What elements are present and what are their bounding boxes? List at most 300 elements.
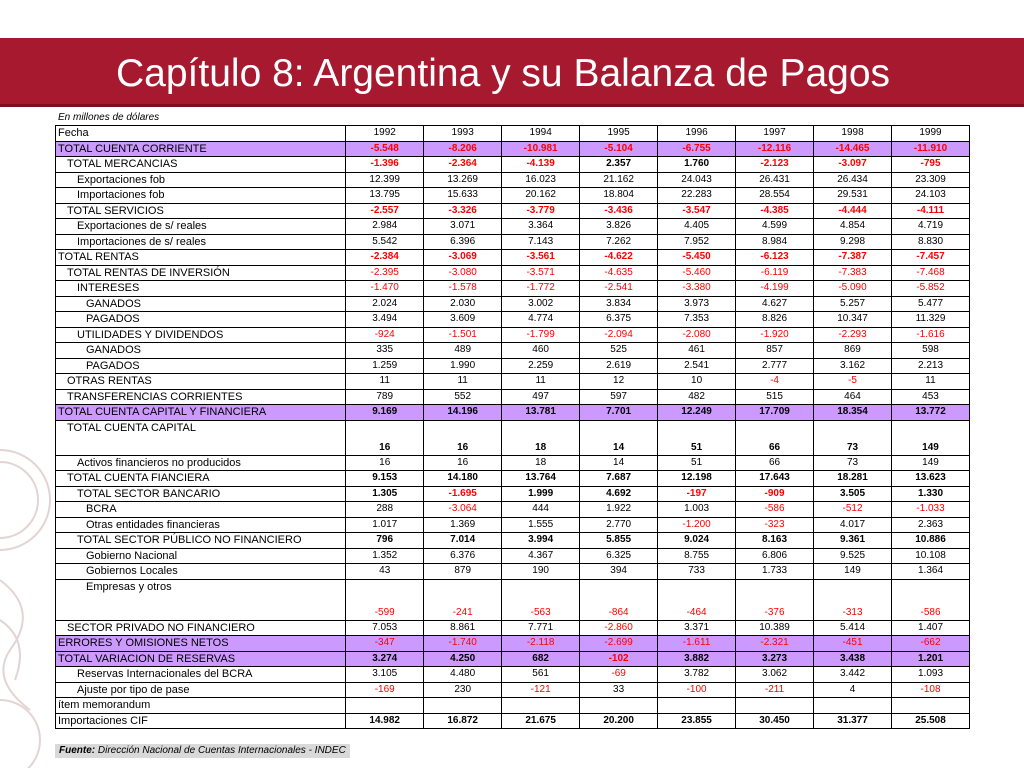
value-cell: 7.053 — [346, 620, 424, 636]
value-cell: -10.981 — [502, 141, 580, 157]
year-header: 1995 — [580, 126, 658, 142]
value-cell: 444 — [502, 502, 580, 518]
value-cell: -1.200 — [658, 517, 736, 533]
value-cell: 552 — [424, 389, 502, 405]
value-cell — [346, 698, 424, 714]
value-cell: 879 — [424, 564, 502, 580]
value-cell: -3.380 — [658, 281, 736, 297]
value-cell: 561 — [502, 667, 580, 683]
table-row — [56, 327, 970, 343]
value-cell: -586 — [892, 579, 970, 620]
value-cell: -211 — [736, 682, 814, 698]
value-cell: 682 — [502, 651, 580, 667]
row-label: Exportaciones de s/ reales — [56, 219, 346, 235]
table-row — [56, 455, 970, 471]
value-cell: 1.990 — [424, 358, 502, 374]
value-cell: 2.357 — [580, 157, 658, 173]
value-cell: 733 — [658, 564, 736, 580]
value-cell: 4.627 — [736, 296, 814, 312]
row-label: Ajuste por tipo de pase — [56, 682, 346, 698]
value-cell: 18 — [502, 420, 580, 455]
value-cell: 4.250 — [424, 651, 502, 667]
value-cell: 10.108 — [892, 548, 970, 564]
value-cell: 9.169 — [346, 405, 424, 421]
row-label: UTILIDADES Y DIVIDENDOS — [56, 327, 346, 343]
value-cell: 4.599 — [736, 219, 814, 235]
value-cell: -2.080 — [658, 327, 736, 343]
value-cell: 5.477 — [892, 296, 970, 312]
value-cell: 9.525 — [814, 548, 892, 564]
value-cell: 5.257 — [814, 296, 892, 312]
value-cell: -1.772 — [502, 281, 580, 297]
value-cell: 453 — [892, 389, 970, 405]
value-cell: 25.508 — [892, 713, 970, 729]
value-cell: 13.269 — [424, 172, 502, 188]
value-cell: 6.375 — [580, 312, 658, 328]
value-cell: 11 — [424, 374, 502, 390]
value-cell: 3.609 — [424, 312, 502, 328]
value-cell: 3.494 — [346, 312, 424, 328]
year-header: 1999 — [892, 126, 970, 142]
row-label: SECTOR PRIVADO NO FINANCIERO — [56, 620, 346, 636]
value-cell: 18 — [502, 455, 580, 471]
row-label: Empresas y otros — [56, 579, 346, 620]
value-cell: -1.611 — [658, 636, 736, 652]
value-cell: 7.771 — [502, 620, 580, 636]
value-cell: 28.554 — [736, 188, 814, 204]
value-cell: 11 — [502, 374, 580, 390]
value-cell: 10.347 — [814, 312, 892, 328]
table-row — [56, 667, 970, 683]
value-cell: 1.369 — [424, 517, 502, 533]
value-cell: 598 — [892, 343, 970, 359]
row-label: TOTAL CUENTA CORRIENTE — [56, 141, 346, 157]
value-cell: 5.414 — [814, 620, 892, 636]
value-cell: 16.023 — [502, 172, 580, 188]
units-note: En millones de dólares — [58, 112, 160, 123]
value-cell: -323 — [736, 517, 814, 533]
value-cell: 8.830 — [892, 234, 970, 250]
value-cell: 9.153 — [346, 471, 424, 487]
value-cell: 2.030 — [424, 296, 502, 312]
value-cell: 149 — [892, 455, 970, 471]
value-cell: -5 — [814, 374, 892, 390]
value-cell: 869 — [814, 343, 892, 359]
value-cell: 11.329 — [892, 312, 970, 328]
row-label: OTRAS RENTAS — [56, 374, 346, 390]
value-cell: -5.852 — [892, 281, 970, 297]
table-row — [56, 517, 970, 533]
value-cell: 597 — [580, 389, 658, 405]
value-cell: 9.024 — [658, 533, 736, 549]
value-cell: -3.561 — [502, 250, 580, 266]
value-cell: 18.281 — [814, 471, 892, 487]
value-cell: 149 — [814, 564, 892, 580]
value-cell: 73 — [814, 455, 892, 471]
value-cell: 1.760 — [658, 157, 736, 173]
value-cell: 6.325 — [580, 548, 658, 564]
value-cell: 17.643 — [736, 471, 814, 487]
row-label: TOTAL CUENTA CAPITAL Y FINANCIERA — [56, 405, 346, 421]
value-cell: 1.555 — [502, 517, 580, 533]
value-cell: -3.547 — [658, 203, 736, 219]
table-row — [56, 250, 970, 266]
value-cell: -2.123 — [736, 157, 814, 173]
value-cell: 482 — [658, 389, 736, 405]
value-cell: 461 — [658, 343, 736, 359]
value-cell: -7.387 — [814, 250, 892, 266]
value-cell: -2.321 — [736, 636, 814, 652]
value-cell: 11 — [346, 374, 424, 390]
title-banner — [0, 38, 1024, 107]
value-cell: 789 — [346, 389, 424, 405]
value-cell: -6.755 — [658, 141, 736, 157]
value-cell: 18.804 — [580, 188, 658, 204]
value-cell: 9.361 — [814, 533, 892, 549]
value-cell: -11.910 — [892, 141, 970, 157]
value-cell: 66 — [736, 455, 814, 471]
value-cell: -100 — [658, 682, 736, 698]
value-cell: 29.531 — [814, 188, 892, 204]
value-cell: -347 — [346, 636, 424, 652]
value-cell: 31.377 — [814, 713, 892, 729]
value-cell: -121 — [502, 682, 580, 698]
value-cell: 9.298 — [814, 234, 892, 250]
value-cell: 12.198 — [658, 471, 736, 487]
value-cell: 3.274 — [346, 651, 424, 667]
value-cell: 4.774 — [502, 312, 580, 328]
value-cell: 51 — [658, 420, 736, 455]
value-cell: -7.468 — [892, 265, 970, 281]
year-header: 1993 — [424, 126, 502, 142]
value-cell: 1.017 — [346, 517, 424, 533]
value-cell: 51 — [658, 455, 736, 471]
table-row — [56, 713, 970, 729]
value-cell: -7.457 — [892, 250, 970, 266]
value-cell: 394 — [580, 564, 658, 580]
year-header: 1997 — [736, 126, 814, 142]
value-cell: -3.436 — [580, 203, 658, 219]
table-row — [56, 374, 970, 390]
row-label: TOTAL MERCANCIAS — [56, 157, 346, 173]
value-cell: -451 — [814, 636, 892, 652]
value-cell: 16 — [346, 420, 424, 455]
value-cell: 3.505 — [814, 486, 892, 502]
value-cell: 2.024 — [346, 296, 424, 312]
value-cell: 857 — [736, 343, 814, 359]
year-header: 1994 — [502, 126, 580, 142]
value-cell: 3.826 — [580, 219, 658, 235]
value-cell — [892, 698, 970, 714]
value-cell: 3.364 — [502, 219, 580, 235]
row-label: TRANSFERENCIAS CORRIENTES — [56, 389, 346, 405]
row-label: GANADOS — [56, 343, 346, 359]
value-cell: 13.623 — [892, 471, 970, 487]
value-cell: 7.952 — [658, 234, 736, 250]
value-cell: 2.770 — [580, 517, 658, 533]
row-label: TOTAL CUENTA FIANCIERA — [56, 471, 346, 487]
value-cell: -69 — [580, 667, 658, 683]
row-label: Gobierno Nacional — [56, 548, 346, 564]
table-row — [56, 564, 970, 580]
value-cell — [736, 698, 814, 714]
value-cell: -12.116 — [736, 141, 814, 157]
value-cell: 73 — [814, 420, 892, 455]
value-cell: 3.002 — [502, 296, 580, 312]
value-cell: 1.093 — [892, 667, 970, 683]
value-cell: 464 — [814, 389, 892, 405]
row-label: ERRORES Y OMISIONES NETOS — [56, 636, 346, 652]
value-cell: -376 — [736, 579, 814, 620]
table-row — [56, 157, 970, 173]
row-label: PAGADOS — [56, 358, 346, 374]
balance-table-container — [55, 125, 970, 729]
value-cell: 3.834 — [580, 296, 658, 312]
source-text: Dirección Nacional de Cuentas Internacionales - INDEC — [97, 745, 346, 756]
value-cell: 525 — [580, 343, 658, 359]
value-cell: 3.782 — [658, 667, 736, 683]
value-cell: 14 — [580, 420, 658, 455]
value-cell: 2.259 — [502, 358, 580, 374]
table-row — [56, 636, 970, 652]
value-cell: 12.399 — [346, 172, 424, 188]
value-cell: 3.994 — [502, 533, 580, 549]
table-row — [56, 502, 970, 518]
value-cell: 23.855 — [658, 713, 736, 729]
value-cell: 2.363 — [892, 517, 970, 533]
value-cell: 7.262 — [580, 234, 658, 250]
table-row — [56, 579, 970, 620]
source-label: Fuente: — [59, 745, 96, 756]
value-cell: 288 — [346, 502, 424, 518]
table-row — [56, 203, 970, 219]
value-cell: -5.460 — [658, 265, 736, 281]
value-cell: 12.249 — [658, 405, 736, 421]
table-row — [56, 296, 970, 312]
value-cell: -7.383 — [814, 265, 892, 281]
value-cell: -1.470 — [346, 281, 424, 297]
value-cell: 1.733 — [736, 564, 814, 580]
value-cell: -599 — [346, 579, 424, 620]
value-cell: 10.886 — [892, 533, 970, 549]
value-cell: 230 — [424, 682, 502, 698]
table-row — [56, 682, 970, 698]
table-row — [56, 533, 970, 549]
value-cell: -662 — [892, 636, 970, 652]
table-row — [56, 651, 970, 667]
top-strip — [0, 0, 1024, 38]
value-cell: -5.104 — [580, 141, 658, 157]
value-cell: 10.389 — [736, 620, 814, 636]
year-header: 1998 — [814, 126, 892, 142]
value-cell: 14.982 — [346, 713, 424, 729]
row-label: TOTAL SECTOR BANCARIO — [56, 486, 346, 502]
value-cell: -909 — [736, 486, 814, 502]
value-cell: 1.259 — [346, 358, 424, 374]
row-label: TOTAL SECTOR PÚBLICO NO FINANCIERO — [56, 533, 346, 549]
table-row — [56, 420, 970, 455]
value-cell: 8.984 — [736, 234, 814, 250]
table-row — [56, 312, 970, 328]
value-cell: -464 — [658, 579, 736, 620]
value-cell: 4.854 — [814, 219, 892, 235]
value-cell: 13.795 — [346, 188, 424, 204]
row-label: Exportaciones fob — [56, 172, 346, 188]
row-label: Importaciones de s/ reales — [56, 234, 346, 250]
table-row — [56, 172, 970, 188]
value-cell: -1.578 — [424, 281, 502, 297]
value-cell: 7.014 — [424, 533, 502, 549]
row-label: Importaciones fob — [56, 188, 346, 204]
value-cell: 15.633 — [424, 188, 502, 204]
value-cell: 3.371 — [658, 620, 736, 636]
row-label: TOTAL VARIACION DE RESERVAS — [56, 651, 346, 667]
value-cell: 24.043 — [658, 172, 736, 188]
value-cell: -586 — [736, 502, 814, 518]
value-cell: 5.855 — [580, 533, 658, 549]
value-cell: 3.105 — [346, 667, 424, 683]
value-cell: -6.119 — [736, 265, 814, 281]
value-cell: -4.139 — [502, 157, 580, 173]
table-row — [56, 281, 970, 297]
table-row — [56, 405, 970, 421]
value-cell: 23.309 — [892, 172, 970, 188]
value-cell: -2.293 — [814, 327, 892, 343]
value-cell: 17.709 — [736, 405, 814, 421]
table-row — [56, 234, 970, 250]
value-cell: -2.860 — [580, 620, 658, 636]
value-cell: -4.622 — [580, 250, 658, 266]
value-cell: -5.450 — [658, 250, 736, 266]
value-cell: 8.755 — [658, 548, 736, 564]
row-label: TOTAL CUENTA CAPITAL — [56, 420, 346, 455]
value-cell: -8.206 — [424, 141, 502, 157]
value-cell: 3.882 — [658, 651, 736, 667]
value-cell: -2.118 — [502, 636, 580, 652]
value-cell: -1.920 — [736, 327, 814, 343]
table-row — [56, 486, 970, 502]
value-cell: 796 — [346, 533, 424, 549]
value-cell: 16.872 — [424, 713, 502, 729]
value-cell: -4.199 — [736, 281, 814, 297]
value-cell: 2.541 — [658, 358, 736, 374]
source-note — [55, 744, 350, 758]
value-cell: 3.071 — [424, 219, 502, 235]
value-cell: 8.861 — [424, 620, 502, 636]
year-header: 1992 — [346, 126, 424, 142]
value-cell: -3.571 — [502, 265, 580, 281]
value-cell: -2.541 — [580, 281, 658, 297]
value-cell: 3.973 — [658, 296, 736, 312]
value-cell: 18.354 — [814, 405, 892, 421]
value-cell: -5.548 — [346, 141, 424, 157]
value-cell: 16 — [424, 420, 502, 455]
row-label: ítem memorandum — [56, 698, 346, 714]
value-cell: 7.687 — [580, 471, 658, 487]
value-cell: 8.163 — [736, 533, 814, 549]
table-row — [56, 141, 970, 157]
table-row — [56, 620, 970, 636]
value-cell — [424, 698, 502, 714]
table-row — [56, 548, 970, 564]
value-cell: -3.326 — [424, 203, 502, 219]
value-cell: 16 — [346, 455, 424, 471]
value-cell: 21.162 — [580, 172, 658, 188]
value-cell: -4.444 — [814, 203, 892, 219]
value-cell: -1.033 — [892, 502, 970, 518]
value-cell: 43 — [346, 564, 424, 580]
watermark-seal — [0, 440, 60, 768]
value-cell: 2.213 — [892, 358, 970, 374]
value-cell: -241 — [424, 579, 502, 620]
value-cell: -1.695 — [424, 486, 502, 502]
row-label: Importaciones CIF — [56, 713, 346, 729]
value-cell: -2.557 — [346, 203, 424, 219]
slide-title: Capítulo 8: Argentina y su Balanza de Pagos — [116, 52, 891, 95]
value-cell: -2.699 — [580, 636, 658, 652]
row-label: TOTAL SERVICIOS — [56, 203, 346, 219]
value-cell: -2.364 — [424, 157, 502, 173]
row-label: Gobiernos Locales — [56, 564, 346, 580]
table-row — [56, 188, 970, 204]
value-cell: 460 — [502, 343, 580, 359]
row-label: Otras entidades financieras — [56, 517, 346, 533]
value-cell: 497 — [502, 389, 580, 405]
value-cell: 2.777 — [736, 358, 814, 374]
value-cell: 3.438 — [814, 651, 892, 667]
value-cell: 33 — [580, 682, 658, 698]
balance-of-payments-table — [55, 125, 970, 729]
value-cell: 2.984 — [346, 219, 424, 235]
value-cell: 20.200 — [580, 713, 658, 729]
value-cell: -3.779 — [502, 203, 580, 219]
row-label: Reservas Internacionales del BCRA — [56, 667, 346, 683]
value-cell: 20.162 — [502, 188, 580, 204]
value-cell: 1.330 — [892, 486, 970, 502]
value-cell: 66 — [736, 420, 814, 455]
value-cell: 4.480 — [424, 667, 502, 683]
value-cell — [502, 698, 580, 714]
value-cell: -4.385 — [736, 203, 814, 219]
row-label: GANADOS — [56, 296, 346, 312]
value-cell: -3.069 — [424, 250, 502, 266]
value-cell: 14.196 — [424, 405, 502, 421]
value-cell: 489 — [424, 343, 502, 359]
value-cell: 1.364 — [892, 564, 970, 580]
value-cell: -108 — [892, 682, 970, 698]
value-cell: 4.405 — [658, 219, 736, 235]
row-label: INTERESES — [56, 281, 346, 297]
table-body — [56, 141, 970, 729]
value-cell: 335 — [346, 343, 424, 359]
value-cell: -1.501 — [424, 327, 502, 343]
value-cell: 1.407 — [892, 620, 970, 636]
value-cell: -864 — [580, 579, 658, 620]
value-cell: 1.305 — [346, 486, 424, 502]
value-cell: -1.616 — [892, 327, 970, 343]
value-cell: -2.395 — [346, 265, 424, 281]
value-cell: 2.619 — [580, 358, 658, 374]
value-cell: 13.764 — [502, 471, 580, 487]
value-cell: -795 — [892, 157, 970, 173]
value-cell: -3.080 — [424, 265, 502, 281]
value-cell: -169 — [346, 682, 424, 698]
value-cell: 4 — [814, 682, 892, 698]
value-cell: 1.003 — [658, 502, 736, 518]
value-cell: -563 — [502, 579, 580, 620]
value-cell: 24.103 — [892, 188, 970, 204]
value-cell: 14 — [580, 455, 658, 471]
